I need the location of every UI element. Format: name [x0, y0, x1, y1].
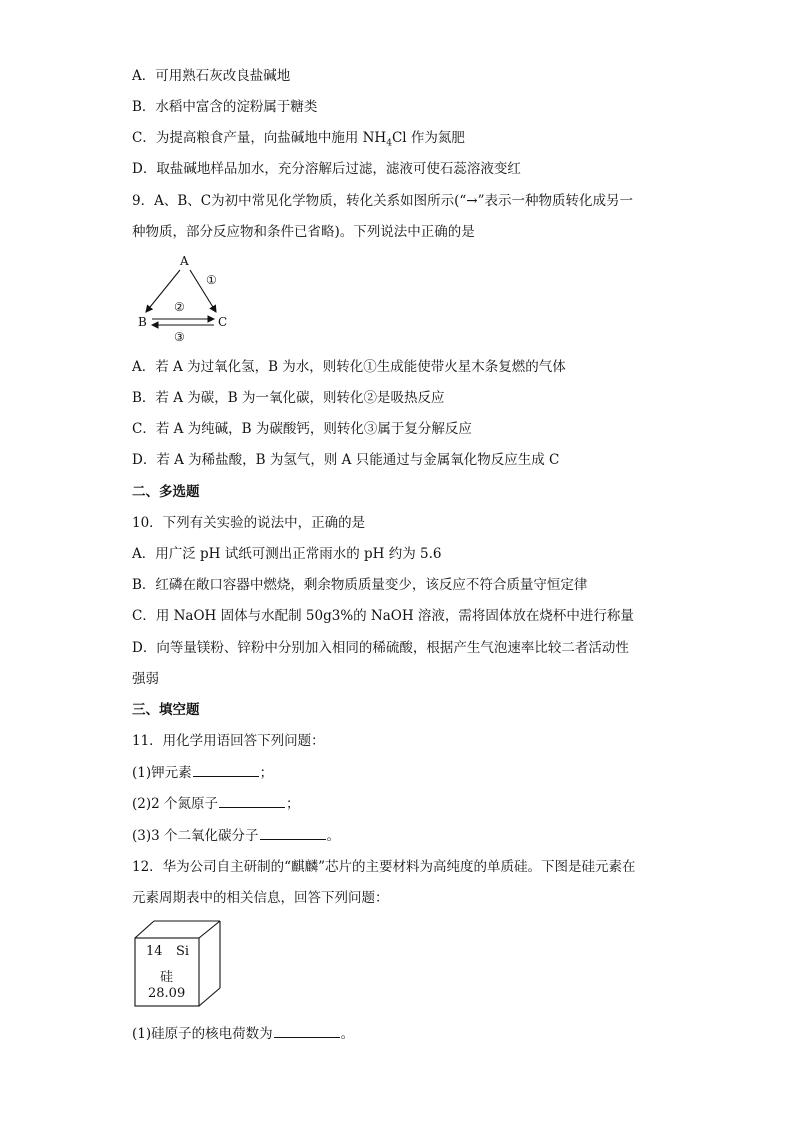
q11-part-3-end: 。 — [326, 828, 341, 844]
q11-stem: 11．用化学用语回答下列问题： — [132, 733, 325, 749]
silicon-periodic-table-cell — [132, 918, 224, 1010]
q10-option-c: C．用 NaOH 固体与水配制 50g3%的 NaOH 溶液，需将固体放在烧杯中进行称量 — [132, 608, 634, 624]
label-conversion-2: ② — [174, 300, 185, 314]
label-conversion-3: ③ — [174, 330, 185, 344]
node-c-label: C — [218, 315, 228, 329]
q11-part-2-blank[interactable] — [219, 795, 285, 808]
q11-part-3-blank[interactable] — [260, 827, 326, 840]
q10-option-d-line2: 强弱 — [132, 671, 159, 687]
q10-stem: 10．下列有关实验的说法中，正确的是 — [132, 515, 366, 531]
q8-option-c — [132, 129, 465, 153]
q12-part-1-end: 。 — [340, 1026, 355, 1042]
element-name: 硅 — [160, 970, 174, 985]
q9-option-a: A．若 A 为过氧化氢，B 为水，则转化①生成能使带火星木条复燃的气体 — [132, 359, 566, 375]
q12-stem-line2: 元素周期表中的相关信息，回答下列问题： — [132, 890, 389, 906]
q11-part-2-text: (2)2 个氮原子 — [132, 796, 219, 812]
q8-option-c-pre: C．为提高粮食产量，向盐碱地中施用 NH — [132, 130, 387, 146]
q9-stem-line1: 9．A、B、C为初中常见化学物质，转化关系如图所示(“→”表示一种物质转化成另一 — [132, 193, 633, 209]
atomic-number: 14 — [146, 944, 163, 959]
q11-part-2-end: ； — [286, 796, 300, 812]
q11-part-1-blank[interactable] — [193, 764, 259, 777]
q11-part-1-text: (1)钾元素 — [132, 765, 192, 781]
q12-part-1-text: (1)硅原子的核电荷数为 — [132, 1026, 273, 1042]
section-heading-fill-in: 三、填空题 — [132, 702, 200, 718]
q11-part-2 — [132, 795, 300, 813]
q12-part-1 — [132, 1025, 354, 1043]
q9-conversion-diagram — [132, 250, 242, 346]
q9-diagram-svg — [132, 250, 242, 346]
q8-option-c-sub: 4 — [386, 138, 392, 149]
label-conversion-1: ① — [206, 273, 217, 287]
node-a-label: A — [180, 254, 189, 268]
section-heading-multiple-choice: 二、多选题 — [132, 484, 200, 500]
node-b-label: B — [138, 315, 147, 329]
q9-option-d: D．若 A 为稀盐酸，B 为氢气，则 A 只能通过与金属氧化物反应生成 C — [132, 452, 560, 468]
q11-part-1 — [132, 764, 273, 782]
q9-stem-line2: 种物质，部分反应物和条件已省略)。下列说法中正确的是 — [132, 224, 475, 240]
atomic-mass: 28.09 — [148, 986, 186, 1001]
element-symbol: Si — [176, 944, 190, 959]
q8-option-c-post: Cl 作为氮肥 — [391, 130, 465, 146]
q11-part-1-end: ； — [259, 765, 274, 781]
q10-option-d-line1: D．向等量镁粉、锌粉中分别加入相同的稀硫酸，根据产生气泡速率比较二者活动性 — [132, 640, 629, 656]
q12-part-1-blank[interactable] — [274, 1025, 340, 1038]
q12-stem-line1: 12．华为公司自主研制的“麒麟”芯片的主要材料为高纯度的单质硅。下图是硅元素在 — [132, 859, 636, 875]
q9-option-b: B．若 A 为碳，B 为一氧化碳，则转化②是吸热反应 — [132, 390, 445, 406]
q10-option-a: A．用广泛 pH 试纸可测出正常雨水的 pH 约为 5.6 — [132, 546, 442, 562]
q10-option-b: B．红磷在敞口容器中燃烧，剩余物质质量变少，该反应不符合质量守恒定律 — [132, 577, 588, 593]
q11-part-3-text: (3)3 个二氧化碳分子 — [132, 828, 259, 844]
q8-option-d: D．取盐碱地样品加水，充分溶解后过滤，滤液可使石蕊溶液变红 — [132, 161, 521, 177]
q11-part-3 — [132, 827, 340, 845]
q9-option-c: C．若 A 为纯碱，B 为碳酸钙，则转化③属于复分解反应 — [132, 421, 472, 437]
q8-option-a: A．可用熟石灰改良盐碱地 — [132, 68, 291, 84]
q8-option-b: B．水稻中富含的淀粉属于糖类 — [132, 99, 318, 115]
